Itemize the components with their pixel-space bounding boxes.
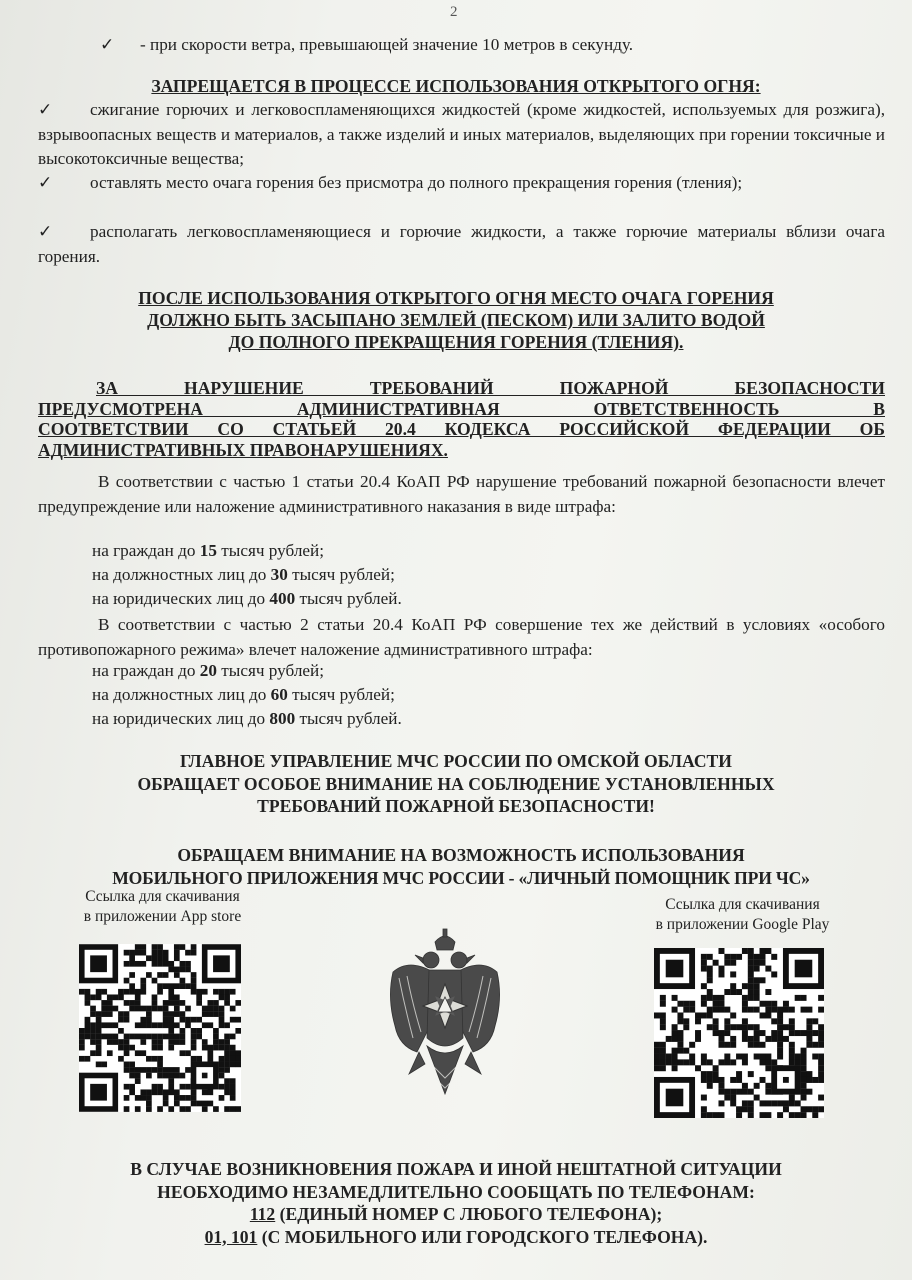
googleplay-caption: Ссылка для скачивания в приложении Google Play bbox=[655, 896, 830, 933]
check-icon: ✓ bbox=[38, 100, 53, 119]
part1-fine-citizens: на граждан до 15 тысяч рублей; bbox=[92, 541, 325, 560]
phone-112-line: 112 (ЕДИНЫЙ НОМЕР С ЛЮБОГО ТЕЛЕФОНА); bbox=[249, 1204, 663, 1224]
part1-paragraph: В соответствии с частью 1 статьи 20.4 КоАП РФ нарушение требований пожарной безопасности влечет предупреждение или наложение административного наказания в виде штрафа: bbox=[38, 472, 885, 516]
prohibited-item-1: ✓ сжигание горючих и легковоспламеняющихся жидкостей (кроме жидкостей, используемых для розжига), взрывоопасных веществ и материалов, а также изделий и иных материалов, выделяющих при горении токсичные и высокотоксичные вещества; bbox=[38, 98, 885, 172]
prohibited-heading: ЗАПРЕЩАЕТСЯ В ПРОЦЕССЕ ИСПОЛЬЗОВАНИЯ ОТКРЫТОГО ОГНЯ: bbox=[151, 76, 761, 96]
mchs-notice: ГЛАВНОЕ УПРАВЛЕНИЕ МЧС РОССИИ ПО ОМСКОЙ ОБЛАСТИ ОБРАЩАЕТ ОСОБОЕ ВНИМАНИЕ НА СОБЛЮДЕНИЕ УСТАНОВЛЕННЫХ ТРЕБОВАНИЙ ПОЖАРНОЙ БЕЗОПАСНОСТИ! bbox=[137, 751, 775, 816]
qr-code-googleplay-icon[interactable] bbox=[654, 948, 824, 1118]
mchs-emblem-icon bbox=[383, 928, 507, 1098]
emergency-notice: В СЛУЧАЕ ВОЗНИКНОВЕНИЯ ПОЖАРА И ИНОЙ НЕШТАТНОЙ СИТУАЦИИ НЕОБХОДИМО НЕЗАМЕДЛИТЕЛЬНО СООБЩАТЬ ПО ТЕЛЕФОНАМ: 112 (ЕДИНЫЙ НОМЕР С ЛЮБОГО ТЕЛЕФОНА); 01, 101 (С МОБИЛЬНОГО ИЛИ ГОРОДСКОГО ТЕЛЕФОНА). bbox=[0, 1158, 912, 1248]
wind-condition-line: ✓ - при скорости ветра, превышающей значение 10 метров в секунду. bbox=[38, 33, 885, 58]
part2-fine-officials: на должностных лиц до 60 тысяч рублей; bbox=[92, 685, 395, 704]
part2-paragraph: В соответствии с частью 2 статьи 20.4 КоАП РФ совершение тех же действий в условиях «особого противопожарного режима» влечет наложение административного штрафа: bbox=[38, 615, 885, 659]
part1-fine-officials: на должностных лиц до 30 тысяч рублей; bbox=[92, 565, 395, 584]
check-icon: ✓ bbox=[100, 35, 115, 54]
check-icon: ✓ bbox=[38, 173, 53, 192]
appstore-caption: Ссылка для скачивания в приложении App store bbox=[83, 888, 242, 925]
phone-01-line: 01, 101 (С МОБИЛЬНОГО ИЛИ ГОРОДСКОГО ТЕЛЕФОНА). bbox=[204, 1226, 708, 1247]
app-notice: ОБРАЩАЕМ ВНИМАНИЕ НА ВОЗМОЖНОСТЬ ИСПОЛЬЗОВАНИЯ МОБИЛЬНОГО ПРИЛОЖЕНИЯ МЧС РОССИИ - «ЛИЧНЫЙ ПОМОЩНИК ПРИ ЧС» bbox=[112, 845, 810, 888]
law-heading: ЗА НАРУШЕНИЕ ТРЕБОВАНИЙ ПОЖАРНОЙ БЕЗОПАСНОСТИ ПРЕДУСМОТРЕНА АДМИНИСТРАТИВНАЯ ОТВЕТСТВЕННОСТЬ В СООТВЕТСТВИИ СО СТАТЬЕЙ 20.4 КОДЕКСА РОССИЙСКОЙ ФЕДЕРАЦИИ ОБ АДМИНИСТРАТИВНЫХ ПРАВОНАРУШЕНИЯХ. bbox=[38, 378, 885, 460]
prohibited-item-3: ✓ располагать легковоспламеняющиеся и горючие жидкости, а также горючие материалы вблизи очага горения. bbox=[38, 220, 885, 269]
part2-fine-legal-entities: на юридических лиц до 800 тысяч рублей. bbox=[92, 709, 402, 728]
phone-01-101-link[interactable]: 01, 101 bbox=[204, 1226, 258, 1247]
after-use-heading: ПОСЛЕ ИСПОЛЬЗОВАНИЯ ОТКРЫТОГО ОГНЯ МЕСТО ОЧАГА ГОРЕНИЯ ДОЛЖНО БЫТЬ ЗАСЫПАНО ЗЕМЛЕЙ (ПЕСКОМ) ИЛИ ЗАЛИТО ВОДОЙ ДО ПОЛНОГО ПРЕКРАЩЕНИЯ ГОРЕНИЯ (ТЛЕНИЯ). bbox=[138, 288, 774, 352]
qr-code-appstore-icon[interactable] bbox=[79, 944, 241, 1112]
phone-112-link[interactable]: 112 bbox=[249, 1204, 276, 1224]
part1-fine-legal-entities: на юридических лиц до 400 тысяч рублей. bbox=[92, 589, 402, 608]
check-icon: ✓ bbox=[38, 222, 53, 241]
part2-fine-citizens: на граждан до 20 тысяч рублей; bbox=[92, 661, 325, 680]
prohibited-item-2: ✓ оставлять место очага горения без присмотра до полного прекращения горения (тления); bbox=[38, 171, 885, 196]
page-number: 2 bbox=[450, 4, 458, 20]
